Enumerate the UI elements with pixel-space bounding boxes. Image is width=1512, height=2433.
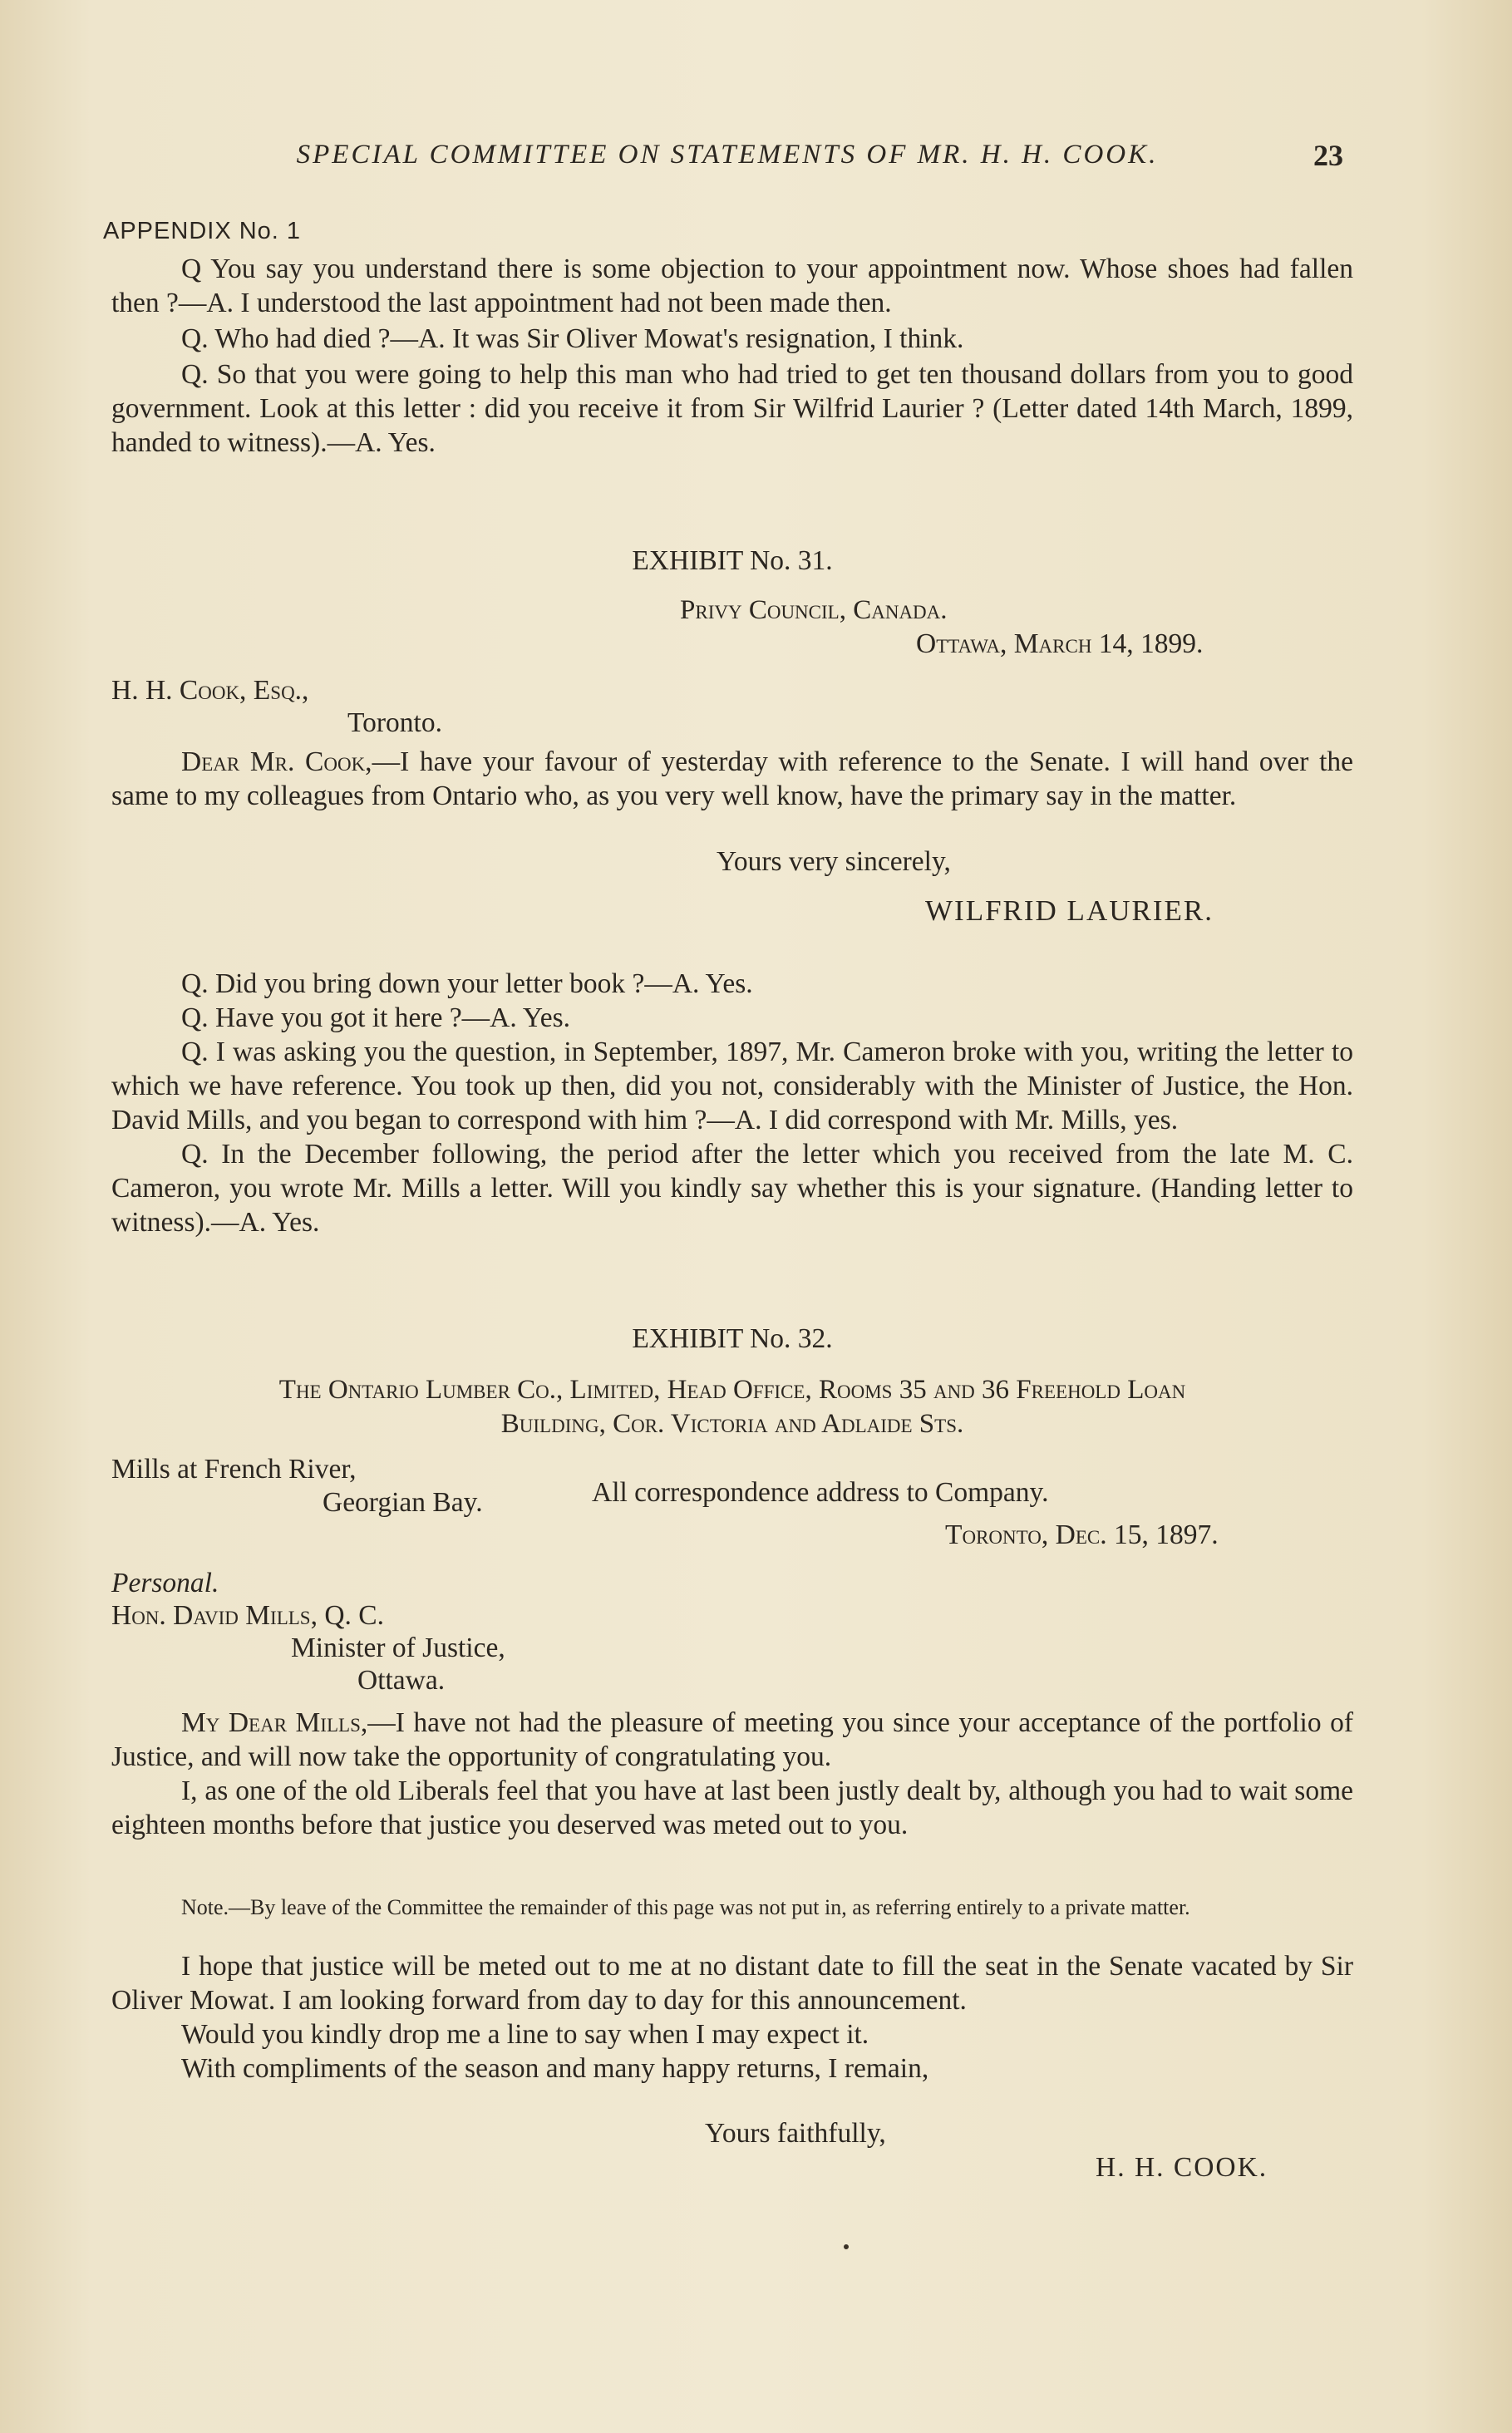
exhibit-32-para-4: Would you kindly drop me a line to say when I may expect it.	[181, 2019, 869, 2050]
exhibit-32-letter-body	[111, 1706, 1353, 1842]
appendix-label: APPENDIX No. 1	[103, 218, 302, 244]
exhibit-32-place-date: Toronto, Dec. 15, 1897.	[945, 1519, 1219, 1550]
editorial-note	[111, 1895, 1353, 1920]
question-paragraph: Q. Have you got it here ?—A. Yes.	[181, 1002, 571, 1033]
exhibit-31-closing: Yours very sincerely,	[717, 846, 951, 877]
testimony-block-2	[111, 967, 1353, 1239]
exhibit-32-personal: Personal.	[111, 1568, 219, 1598]
exhibit-32-addressee-name: Hon. David Mills, Q. C.	[111, 1600, 385, 1631]
question-paragraph: Q. So that you were going to help this man who had tried to get ten thousand dollars from you to good government. Look at this letter : did you receive it from Sir Wilfrid Laurier ? (Letter dated 14th March, 1899, handed to witness).—A. Yes.	[111, 359, 1353, 458]
question-paragraph: Q. In the December following, the period after the letter which you received from the late M. C. Cameron, you wrote Mr. Mills a letter. Will you kindly say whether this is your signature. (Handing letter to witness).—A. Yes.	[111, 1139, 1353, 1238]
exhibit-32-letter-continued	[111, 1949, 1353, 2086]
exhibit-31-body-text: —I have your favour of yesterday with reference to the Senate. I will hand over the same to my colleagues from Ontario who, as you very well know, have the primary say in the matter.	[111, 746, 1353, 811]
question-paragraph: Q. Did you bring down your letter book ?—A. Yes.	[181, 968, 753, 999]
exhibit-31-salutation: Dear Mr. Cook,	[181, 746, 372, 777]
exhibit-32-closing: Yours faithfully,	[705, 2118, 886, 2149]
exhibit-32-para-1: —I have not had the pleasure of meeting you since your acceptance of the portfolio of Justice, and will now take the opportunity of congratulating you.	[111, 1707, 1353, 1772]
exhibit-31-from: Privy Council, Canada.	[680, 595, 948, 625]
exhibit-32-correspondence: All correspondence address to Company.	[592, 1477, 1049, 1508]
exhibit-31-letter-body	[111, 745, 1353, 813]
exhibit-32-letterhead-line-2: Building, Cor. Victoria and Adlaide Sts.	[500, 1409, 964, 1439]
exhibit-32-heading: EXHIBIT No. 32.	[632, 1323, 833, 1354]
exhibit-31-heading: EXHIBIT No. 31.	[632, 545, 833, 576]
exhibit-32-addressee-city: Ottawa.	[357, 1665, 446, 1696]
editorial-note-text: Note.—By leave of the Committee the remainder of this page was not put in, as referring entirely to a private matter.	[181, 1895, 1190, 1919]
exhibit-31-addressee-name: H. H. Cook, Esq.,	[111, 675, 309, 706]
exhibit-32-para-5: With compliments of the season and many happy returns, I remain,	[181, 2053, 929, 2084]
running-header: SPECIAL COMMITTEE ON STATEMENTS OF MR. H. H. COOK.	[296, 140, 1159, 170]
exhibit-31-addressee-city: Toronto.	[347, 707, 442, 738]
exhibit-32-mills-line-2: Georgian Bay.	[323, 1487, 483, 1518]
exhibit-32-addressee-title: Minister of Justice,	[291, 1633, 505, 1663]
exhibit-31-place-date	[916, 628, 1203, 660]
exhibit-32-letterhead-line-1: The Ontario Lumber Co., Limited, Head Office, Rooms 35 and 36 Freehold Loan	[278, 1375, 1186, 1405]
question-paragraph: Q You say you understand there is some objection to your appointment now. Whose shoes had fallen then ?—A. I understood the last appointment had not been made then.	[111, 254, 1353, 318]
exhibit-32-para-3: I hope that justice will be meted out to me at no distant date to fill the seat in the Senate vacated by Sir Oliver Mowat. I am looking forward from day to day for this announcement.	[111, 1951, 1353, 2016]
exhibit-32-mills-line-1: Mills at French River,	[111, 1454, 357, 1485]
paper-speck	[844, 2244, 849, 2249]
page-number: 23	[1313, 139, 1343, 172]
exhibit-32-signature: H. H. COOK.	[1096, 2152, 1268, 2183]
place-date-text: Ottawa, March 14, 1899.	[916, 628, 1204, 659]
exhibit-32-salutation: My Dear Mills,	[181, 1707, 368, 1738]
testimony-block-1	[111, 252, 1353, 460]
exhibit-31-signature: WILFRID LAURIER.	[925, 894, 1214, 927]
question-paragraph: Q. I was asking you the question, in September, 1897, Mr. Cameron broke with you, writing the letter to which we have reference. You took up then, did you not, considerably with the Minister of Justice, the Hon. David Mills, and you began to correspond with him ?—A. I did correspond with Mr. Mills, yes.	[111, 1037, 1353, 1135]
question-paragraph: Q. Who had died ?—A. It was Sir Oliver Mowat's resignation, I think.	[181, 323, 964, 354]
exhibit-32-para-2: I, as one of the old Liberals feel that you have at last been justly dealt by, although you had to wait some eighteen months before that justice you deserved was meted out to you.	[111, 1775, 1353, 1840]
